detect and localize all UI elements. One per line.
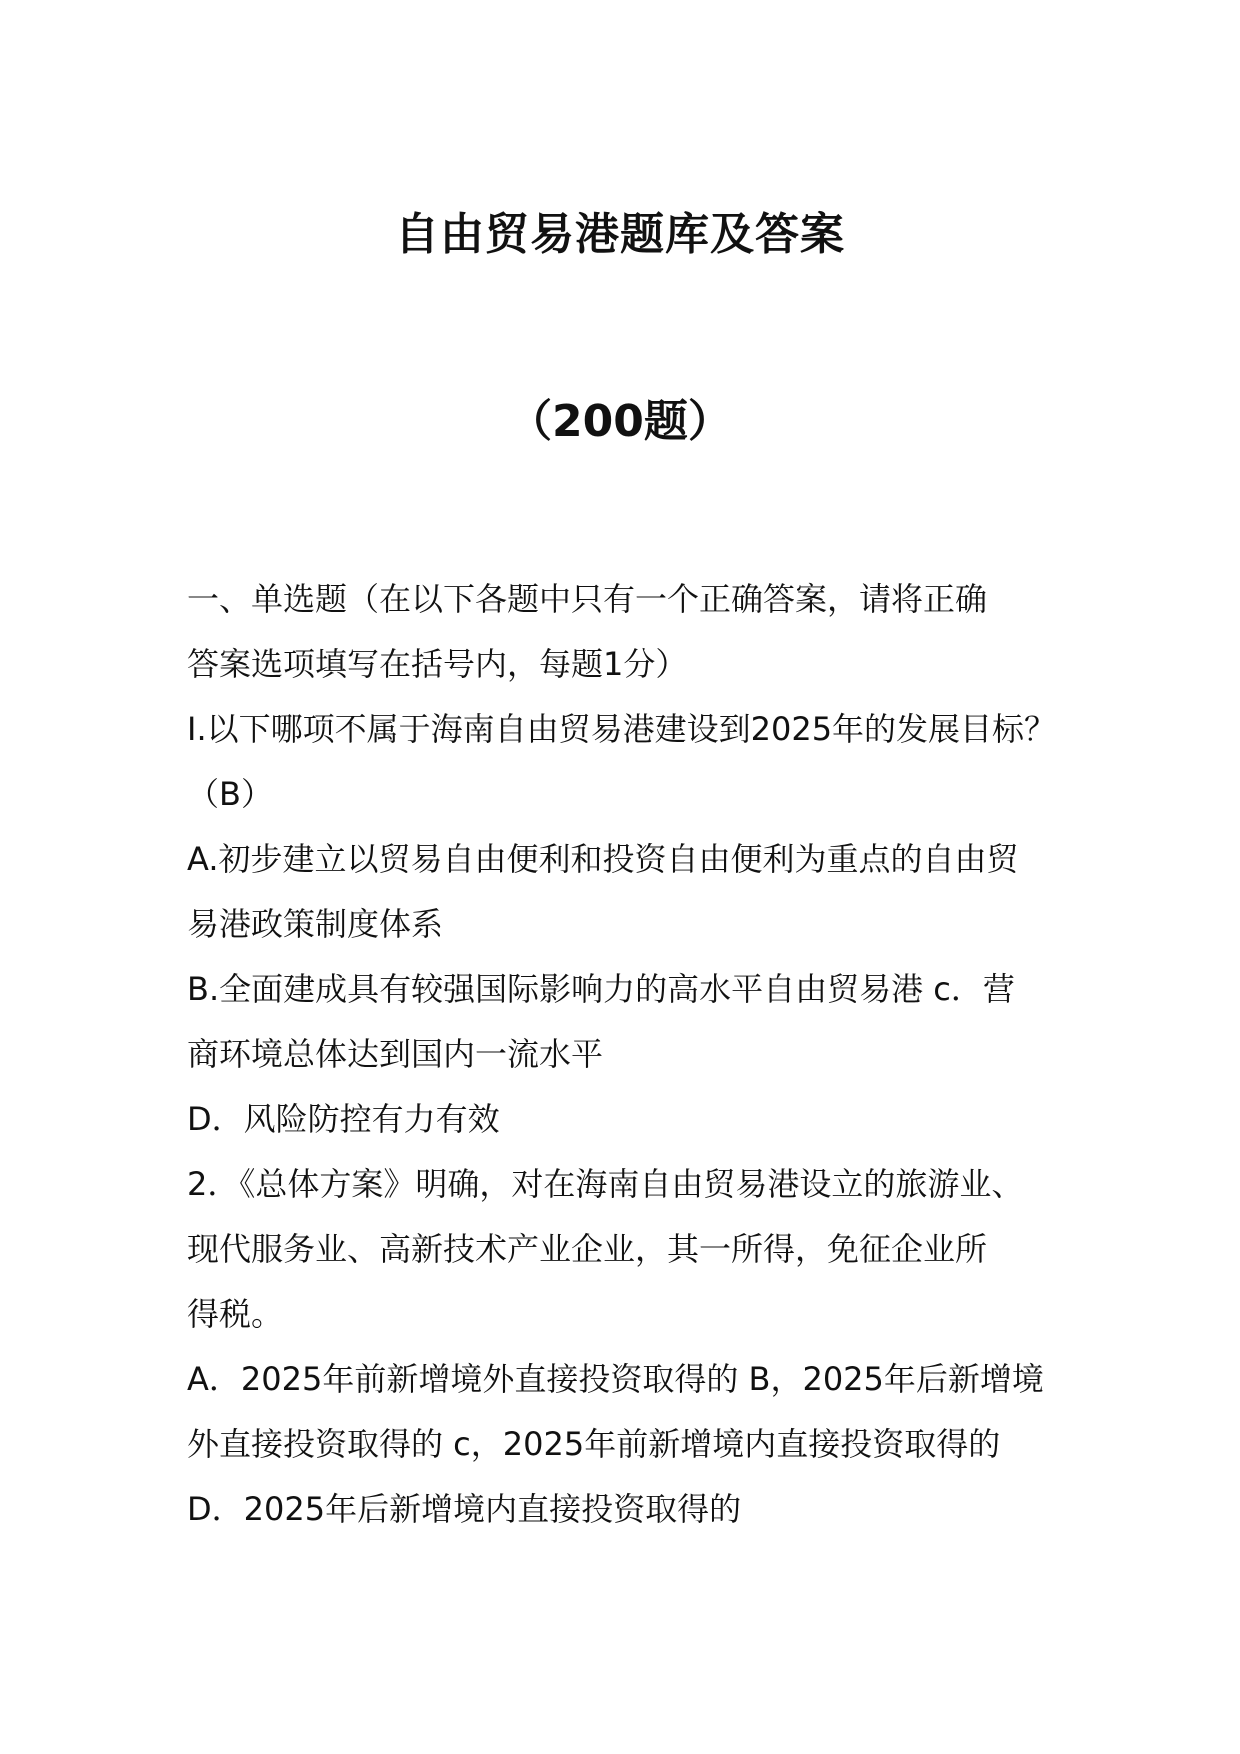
question-1-option-a-line-1: A.初步建立以贸易自由便利和投资自由便利为重点的自由贸 <box>187 840 1019 878</box>
document-body <box>187 567 1087 1542</box>
question-1-option-a-line-2: 易港政策制度体系 <box>187 905 444 943</box>
question-2-text-line-2: 现代服务业、高新技术产业企业，其一所得，免征企业所 <box>187 1230 988 1268</box>
section-heading-line-2: 答案选项填写在括号内，每题1分） <box>187 645 688 683</box>
question-2-option-d: D．2025年后新增境内直接投资取得的 <box>187 1490 742 1528</box>
question-2-text-line-3: 得税。 <box>187 1295 284 1333</box>
question-1-option-b-c-line-1: B.全面建成具有较强国际影响力的高水平自由贸易港 c．营 <box>187 970 1015 1008</box>
question-2-text-line-1: 2．《总体方案》明确，对在海南自由贸易港设立的旅游业、 <box>187 1165 1024 1203</box>
document-subtitle: （200题） <box>508 396 732 447</box>
question-1-answer: （B） <box>187 775 273 813</box>
question-2-options-line-2: 外直接投资取得的 c，2025年前新增境内直接投资取得的 <box>187 1425 1001 1463</box>
section-heading-line-1: 一、单选题（在以下各题中只有一个正确答案，请将正确 <box>187 580 988 618</box>
question-1-option-d: D．风险防控有力有效 <box>187 1100 500 1138</box>
question-1-text: I.以下哪项不属于海南自由贸易港建设到2025年的发展目标？ <box>187 710 1057 748</box>
question-1-option-c-line-2: 商环境总体达到国内一流水平 <box>187 1035 604 1073</box>
question-2-options-line-1: A．2025年前新增境外直接投资取得的 B，2025年后新增境 <box>187 1360 1044 1398</box>
document-title: 自由贸易港题库及答案 <box>395 209 845 260</box>
